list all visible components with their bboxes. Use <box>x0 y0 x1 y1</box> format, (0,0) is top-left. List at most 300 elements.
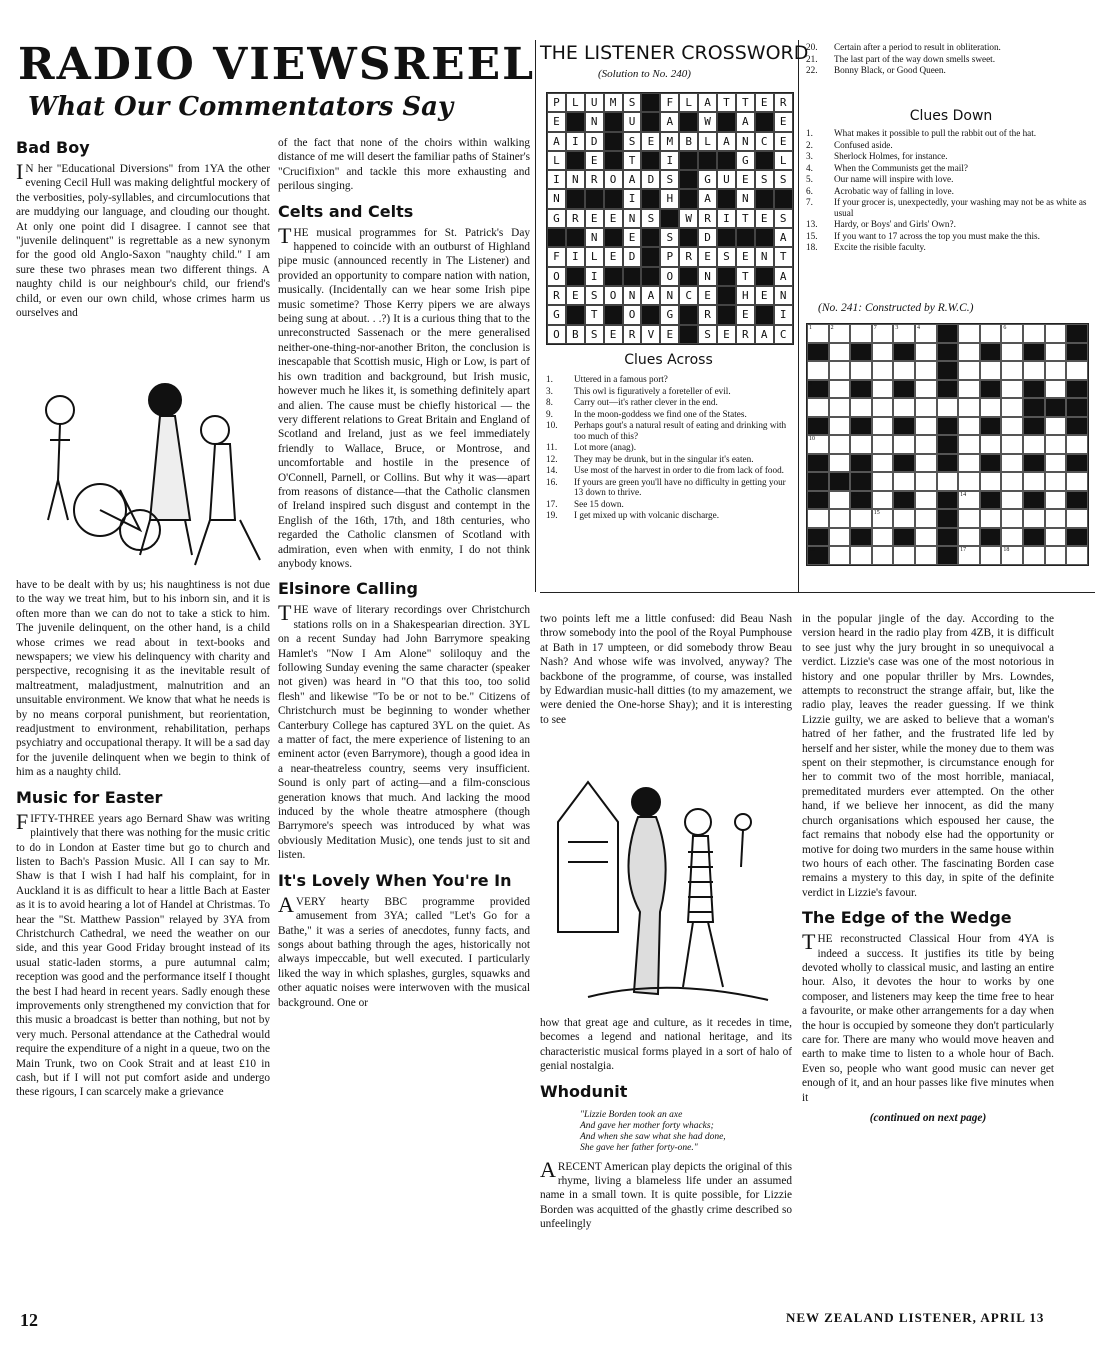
grid-cell: A <box>755 325 774 344</box>
grid-cell <box>937 361 959 380</box>
grid-cell[interactable] <box>980 398 1002 417</box>
grid-cell: N <box>623 286 642 305</box>
cell-number: 7 <box>873 325 877 331</box>
grid-cell: A <box>660 112 679 131</box>
grid-cell: N <box>755 247 774 266</box>
grid-cell: S <box>755 170 774 189</box>
grid-cell <box>1066 398 1088 417</box>
cell-number: 6 <box>1003 325 1007 331</box>
clue-text: The last part of the way down smells sweet. <box>834 53 995 64</box>
grid-cell <box>623 267 642 286</box>
clue-text: If you want to 17 across the top you must make the this. <box>834 230 1040 241</box>
grid-cell: N <box>736 189 755 208</box>
grid-cell[interactable] <box>829 398 851 417</box>
grid-cell: S <box>623 132 642 151</box>
clue <box>806 219 1096 230</box>
grid-cell[interactable] <box>958 324 980 343</box>
grid-cell[interactable] <box>1045 491 1067 510</box>
grid-cell: G <box>736 151 755 170</box>
grid-cell[interactable] <box>1045 454 1067 473</box>
grid-cell <box>698 151 717 170</box>
grid-cell: A <box>717 132 736 151</box>
grid-cell[interactable] <box>872 435 894 454</box>
column-3 <box>540 612 792 729</box>
clues-down-list <box>806 128 1096 254</box>
grid-cell[interactable] <box>1023 546 1045 565</box>
heading-celts: Celts and Celts <box>278 201 414 221</box>
solution-grid <box>546 92 794 345</box>
grid-cell[interactable] <box>1001 491 1023 510</box>
grid-cell[interactable] <box>915 324 937 343</box>
grid-cell[interactable] <box>958 472 980 491</box>
clue-text: I get mixed up with volcanic discharge. <box>574 510 720 520</box>
grid-cell[interactable] <box>958 491 980 510</box>
grid-cell[interactable] <box>829 528 851 547</box>
grid-cell: I <box>585 267 604 286</box>
grid-cell[interactable] <box>980 435 1002 454</box>
clue-text: They may be drunk, but in the singular it's eaten. <box>574 453 754 464</box>
grid-cell: N <box>566 170 585 189</box>
grid-cell: A <box>641 286 660 305</box>
grid-cell[interactable] <box>980 472 1002 491</box>
grid-cell[interactable] <box>872 491 894 510</box>
grid-cell: B <box>679 132 698 151</box>
grid-cell: C <box>774 325 793 344</box>
clue-number: 18. <box>806 242 818 252</box>
grid-cell[interactable] <box>958 398 980 417</box>
grid-cell[interactable] <box>1045 472 1067 491</box>
grid-cell <box>893 491 915 510</box>
grid-cell <box>807 528 829 547</box>
footer-title: NEW ZEALAND LISTENER, APRIL 13 <box>786 1310 1045 1325</box>
grid-cell <box>755 112 774 131</box>
grid-cell[interactable] <box>1001 417 1023 436</box>
clue <box>546 374 792 385</box>
cell-number: 18 <box>1003 547 1010 553</box>
grid-cell: O <box>623 305 642 324</box>
grid-cell[interactable] <box>915 491 937 510</box>
grid-cell[interactable] <box>915 472 937 491</box>
grid-cell[interactable] <box>893 435 915 454</box>
grid-cell: I <box>660 151 679 170</box>
grid-cell[interactable] <box>1001 398 1023 417</box>
constructed-by: (No. 241: Constructed by R.W.C.) <box>818 302 974 314</box>
grid-cell <box>807 417 829 436</box>
grid-cell[interactable] <box>1066 509 1088 528</box>
clue <box>806 65 1096 76</box>
grid-cell[interactable] <box>1066 472 1088 491</box>
grid-cell[interactable] <box>1001 528 1023 547</box>
grid-cell <box>937 343 959 362</box>
grid-cell <box>937 546 959 565</box>
grid-cell <box>980 380 1002 399</box>
grid-cell <box>937 435 959 454</box>
grid-cell <box>1023 528 1045 547</box>
grid-cell[interactable] <box>893 546 915 565</box>
grid-cell[interactable] <box>1001 343 1023 362</box>
grid-cell <box>679 228 698 247</box>
grid-cell[interactable] <box>829 454 851 473</box>
clue <box>546 510 792 521</box>
grid-cell <box>641 267 660 286</box>
grid-cell <box>807 454 829 473</box>
grid-cell: N <box>547 189 566 208</box>
grid-cell[interactable] <box>807 361 829 380</box>
grid-cell[interactable] <box>829 546 851 565</box>
cell-number: 17 <box>960 547 967 553</box>
grid-cell: I <box>623 189 642 208</box>
clues-down-heading: Clues Down <box>909 108 993 124</box>
grid-cell[interactable] <box>829 491 851 510</box>
grid-cell[interactable] <box>872 528 894 547</box>
grid-cell[interactable] <box>1045 324 1067 343</box>
clue-number: 1. <box>806 128 813 138</box>
grid-cell <box>937 528 959 547</box>
grid-cell[interactable] <box>1001 472 1023 491</box>
grid-cell[interactable] <box>915 398 937 417</box>
grid-cell <box>755 228 774 247</box>
clue <box>806 42 1096 53</box>
grid-cell: A <box>698 189 717 208</box>
grid-cell[interactable] <box>915 417 937 436</box>
clue-number: 4. <box>806 162 813 173</box>
grid-cell[interactable] <box>915 509 937 528</box>
grid-cell: L <box>698 132 717 151</box>
grid-cell: F <box>547 247 566 266</box>
grid-cell[interactable] <box>807 398 829 417</box>
grid-cell[interactable] <box>915 361 937 380</box>
clue-number: 14. <box>546 465 558 475</box>
grid-cell[interactable] <box>1066 546 1088 565</box>
column-2 <box>278 136 530 1012</box>
grid-cell[interactable] <box>829 361 851 380</box>
grid-cell: S <box>698 325 717 344</box>
grid-cell <box>641 189 660 208</box>
grid-cell: C <box>679 286 698 305</box>
grid-cell <box>850 454 872 473</box>
grid-cell: E <box>755 93 774 112</box>
grid-cell: O <box>547 267 566 286</box>
poem-line: And when she saw what she had done, <box>580 1131 726 1142</box>
grid-cell: S <box>660 170 679 189</box>
grid-cell[interactable] <box>915 343 937 362</box>
grid-cell[interactable] <box>872 343 894 362</box>
clue <box>546 442 792 453</box>
grid-cell <box>893 380 915 399</box>
grid-cell[interactable] <box>829 417 851 436</box>
grid-cell[interactable] <box>829 324 851 343</box>
grid-cell[interactable] <box>1045 546 1067 565</box>
cell-number: 4 <box>916 325 920 331</box>
grid-cell[interactable] <box>958 361 980 380</box>
clue <box>806 231 1096 242</box>
clue-number: 8. <box>546 397 553 407</box>
grid-cell[interactable] <box>980 324 1002 343</box>
grid-cell <box>893 417 915 436</box>
grid-cell: R <box>585 170 604 189</box>
cell-number: 5 <box>938 325 942 331</box>
grid-cell <box>1066 417 1088 436</box>
grid-cell[interactable] <box>1023 509 1045 528</box>
grid-cell <box>641 247 660 266</box>
grid-cell[interactable] <box>872 472 894 491</box>
illustration-bathers-cartoon <box>548 762 788 1012</box>
grid-cell[interactable] <box>980 509 1002 528</box>
clue-text: Confused aside. <box>834 139 893 150</box>
clue <box>546 409 792 420</box>
grid-cell[interactable] <box>1045 361 1067 380</box>
grid-cell: G <box>547 305 566 324</box>
grid-cell[interactable] <box>958 509 980 528</box>
grid-cell <box>980 417 1002 436</box>
grid-cell: O <box>604 286 623 305</box>
grid-cell[interactable] <box>829 380 851 399</box>
grid-cell[interactable] <box>1045 528 1067 547</box>
grid-cell[interactable] <box>807 324 829 343</box>
grid-cell[interactable] <box>937 472 959 491</box>
grid-cell <box>755 267 774 286</box>
grid-cell: N <box>585 112 604 131</box>
grid-cell: E <box>623 228 642 247</box>
clue <box>806 128 1096 139</box>
grid-cell[interactable] <box>980 546 1002 565</box>
grid-cell: E <box>774 132 793 151</box>
grid-cell[interactable] <box>850 509 872 528</box>
grid-cell[interactable] <box>1001 454 1023 473</box>
grid-cell[interactable] <box>850 324 872 343</box>
grid-cell[interactable] <box>915 528 937 547</box>
grid-cell: I <box>717 209 736 228</box>
grid-cell[interactable] <box>893 398 915 417</box>
grid-cell[interactable] <box>915 546 937 565</box>
clue-text: Carry out—it's rather clever in the end. <box>574 397 718 407</box>
grid-cell[interactable] <box>1001 361 1023 380</box>
paragraph: two points left me a little confused: did Beau Nash throw somebody into the pool of the Royal Pumphouse at Bath in 17 umpteen, or did somebody throw Beau Nash? And whose wife was involved, anyway? The backbone of the programme, of course, was installed by Edwardian music-hall ditties (to my amazement, we were denied the One-horse Shay); and it is interesting to see <box>540 613 792 726</box>
grid-cell: D <box>698 228 717 247</box>
grid-cell: T <box>736 93 755 112</box>
clues-across-continued <box>806 42 1096 77</box>
grid-cell[interactable] <box>850 361 872 380</box>
clue-number: 17. <box>546 498 558 509</box>
grid-cell[interactable] <box>958 343 980 362</box>
grid-cell <box>807 546 829 565</box>
grid-cell[interactable] <box>893 324 915 343</box>
grid-cell[interactable] <box>958 546 980 565</box>
grid-cell: D <box>641 170 660 189</box>
clue-text: Use most of the harvest in order to die from lack of food. <box>574 465 784 475</box>
clue-number: 16. <box>546 476 558 487</box>
grid-cell[interactable] <box>1023 324 1045 343</box>
grid-cell: M <box>660 132 679 151</box>
grid-cell: S <box>585 286 604 305</box>
cell-number: 2 <box>830 325 834 331</box>
crossword-solution-label: (Solution to No. 240) <box>598 68 691 80</box>
grid-cell: S <box>660 228 679 247</box>
grid-cell <box>641 151 660 170</box>
grid-cell <box>807 491 829 510</box>
paragraph: AVERY hearty BBC programme provided amusement from 3YA; called "Let's Go for a Bathe," it was a series of anecdotes, funny facts, and songs about bathing through the ages, historically not always impeccable, but well executed. I particularly liked the way in which splashes, gurgles, squawks and other aquatic noises were interwoven with the musical background. One or <box>278 891 530 1009</box>
grid-cell[interactable] <box>893 361 915 380</box>
grid-cell[interactable] <box>1066 435 1088 454</box>
grid-cell: A <box>774 267 793 286</box>
clue <box>806 174 1096 185</box>
grid-cell[interactable] <box>1045 417 1067 436</box>
grid-cell <box>1045 398 1067 417</box>
grid-cell: E <box>698 247 717 266</box>
clue-number: 21. <box>806 53 818 64</box>
clue-number: 19. <box>546 510 558 520</box>
grid-cell <box>604 267 623 286</box>
grid-cell <box>807 343 829 362</box>
grid-cell[interactable] <box>829 509 851 528</box>
grid-cell[interactable] <box>958 454 980 473</box>
grid-cell <box>566 228 585 247</box>
column-rule <box>798 40 799 592</box>
grid-cell <box>1023 491 1045 510</box>
grid-cell <box>755 189 774 208</box>
grid-cell <box>566 305 585 324</box>
clue-text: Excite the risible faculty. <box>834 242 926 252</box>
grid-cell: E <box>774 112 793 131</box>
grid-cell[interactable] <box>958 528 980 547</box>
grid-cell <box>1023 380 1045 399</box>
grid-cell[interactable] <box>1001 380 1023 399</box>
cell-number: 10 <box>809 436 815 442</box>
grid-cell[interactable] <box>807 509 829 528</box>
grid-cell[interactable] <box>872 361 894 380</box>
grid-cell[interactable] <box>807 435 829 454</box>
clues-across-list <box>546 374 792 522</box>
clue-number: 20. <box>806 42 818 52</box>
grid-cell[interactable] <box>872 454 894 473</box>
grid-cell <box>1023 343 1045 362</box>
grid-cell[interactable] <box>915 380 937 399</box>
grid-cell[interactable] <box>1001 546 1023 565</box>
grid-cell <box>980 343 1002 362</box>
grid-cell: H <box>736 286 755 305</box>
grid-cell: P <box>660 247 679 266</box>
grid-cell[interactable] <box>872 324 894 343</box>
grid-cell[interactable] <box>1066 361 1088 380</box>
grid-cell[interactable] <box>937 398 959 417</box>
grid-cell[interactable] <box>872 398 894 417</box>
grid-cell[interactable] <box>1023 361 1045 380</box>
grid-cell[interactable] <box>872 509 894 528</box>
grid-cell[interactable] <box>1001 324 1023 343</box>
grid-cell[interactable] <box>1023 435 1045 454</box>
grid-cell <box>850 343 872 362</box>
paragraph: THE reconstructed Classical Hour from 4YA is indeed a success. It justifies its title by being devoted wholly to classical music, and lasting an entire hour. Also, it devotes the hour to works by one composer, and listeners may keep the time free to hear a favourite, or make other arrangements for a day when the hour is occupied by someone they don't particularly care for. There are many who would move heaven and earth to make time to listen to a whole hour of Bach. Even so, people who want good music can never get enough of it, and an hour passes like five minutes when it <box>802 929 1054 1104</box>
grid-cell: E <box>736 305 755 324</box>
grid-cell[interactable] <box>1001 509 1023 528</box>
grid-cell[interactable] <box>850 546 872 565</box>
grid-cell[interactable] <box>1045 435 1067 454</box>
grid-cell <box>717 267 736 286</box>
grid-cell[interactable] <box>915 435 937 454</box>
grid-cell: L <box>585 247 604 266</box>
clue-number: 10. <box>546 420 558 430</box>
grid-cell[interactable] <box>829 435 851 454</box>
grid-cell[interactable] <box>1045 509 1067 528</box>
clue-number: 12. <box>546 453 558 464</box>
grid-cell[interactable] <box>958 380 980 399</box>
clue-text: If yours are green you'll have no difficulty in getting your 13 down to thrive. <box>574 476 786 497</box>
cell-number: 12 <box>809 491 815 498</box>
grid-cell: N <box>774 286 793 305</box>
grid-cell[interactable] <box>915 454 937 473</box>
grid-cell[interactable] <box>872 380 894 399</box>
grid-cell: V <box>641 325 660 344</box>
clue-number: 3. <box>546 385 553 396</box>
clue-text: If your grocer is, unexpectedly, your washing may not be as white as usual <box>834 197 1087 218</box>
grid-cell[interactable] <box>1045 380 1067 399</box>
grid-cell <box>585 189 604 208</box>
paragraph: how that great age and culture, as it recedes in time, becomes a legend and national heritage, and its characteristic musical forms played in a sort of halo of genial nostalgia. <box>540 1017 792 1073</box>
grid-cell: U <box>623 112 642 131</box>
grid-cell <box>893 454 915 473</box>
grid-cell[interactable] <box>872 546 894 565</box>
grid-cell: E <box>736 170 755 189</box>
grid-cell: A <box>547 132 566 151</box>
clue <box>806 140 1096 151</box>
grid-cell[interactable] <box>1045 343 1067 362</box>
cell-number: 3 <box>895 325 899 331</box>
grid-cell[interactable] <box>958 417 980 436</box>
grid-cell <box>1023 454 1045 473</box>
grid-cell[interactable] <box>893 472 915 491</box>
grid-cell[interactable] <box>850 435 872 454</box>
clue-number: 13. <box>806 219 818 229</box>
grid-cell[interactable] <box>872 417 894 436</box>
grid-cell[interactable] <box>1001 435 1023 454</box>
grid-cell <box>641 305 660 324</box>
grid-cell: U <box>717 170 736 189</box>
grid-cell <box>807 472 829 491</box>
grid-cell <box>641 228 660 247</box>
grid-cell[interactable] <box>980 361 1002 380</box>
grid-cell <box>604 151 623 170</box>
grid-cell <box>1066 491 1088 510</box>
heading-lovely: It's Lovely When You're In <box>278 870 512 890</box>
clue <box>546 397 792 408</box>
grid-cell: I <box>547 170 566 189</box>
cell-number: 8 <box>809 380 812 387</box>
grid-cell: S <box>641 209 660 228</box>
grid-cell: E <box>736 247 755 266</box>
clue-number: 9. <box>546 408 553 419</box>
clue-text: Lot more (anag). <box>574 442 636 452</box>
grid-cell <box>679 189 698 208</box>
clue-text: Certain after a period to result in obliteration. <box>834 42 1001 52</box>
grid-cell <box>566 189 585 208</box>
grid-cell[interactable] <box>958 435 980 454</box>
grid-cell: R <box>623 325 642 344</box>
clue-number: 11. <box>546 442 558 452</box>
grid-cell[interactable] <box>1023 472 1045 491</box>
grid-cell: S <box>774 170 793 189</box>
grid-cell <box>937 380 959 399</box>
grid-cell[interactable] <box>850 398 872 417</box>
masthead-subtitle: What Our Commentators Say <box>28 92 454 122</box>
grid-cell[interactable] <box>829 343 851 362</box>
grid-cell <box>850 380 872 399</box>
grid-cell: E <box>585 151 604 170</box>
grid-cell[interactable] <box>893 509 915 528</box>
column-4 <box>802 612 1054 1127</box>
paragraph: of the fact that none of the choirs within walking distance of me will desert the familiar paths of Stainer's "Crucifixion" and tackle this more exhausting and perilous singing. <box>278 137 530 193</box>
clue <box>546 465 792 476</box>
grid-cell: M <box>604 93 623 112</box>
